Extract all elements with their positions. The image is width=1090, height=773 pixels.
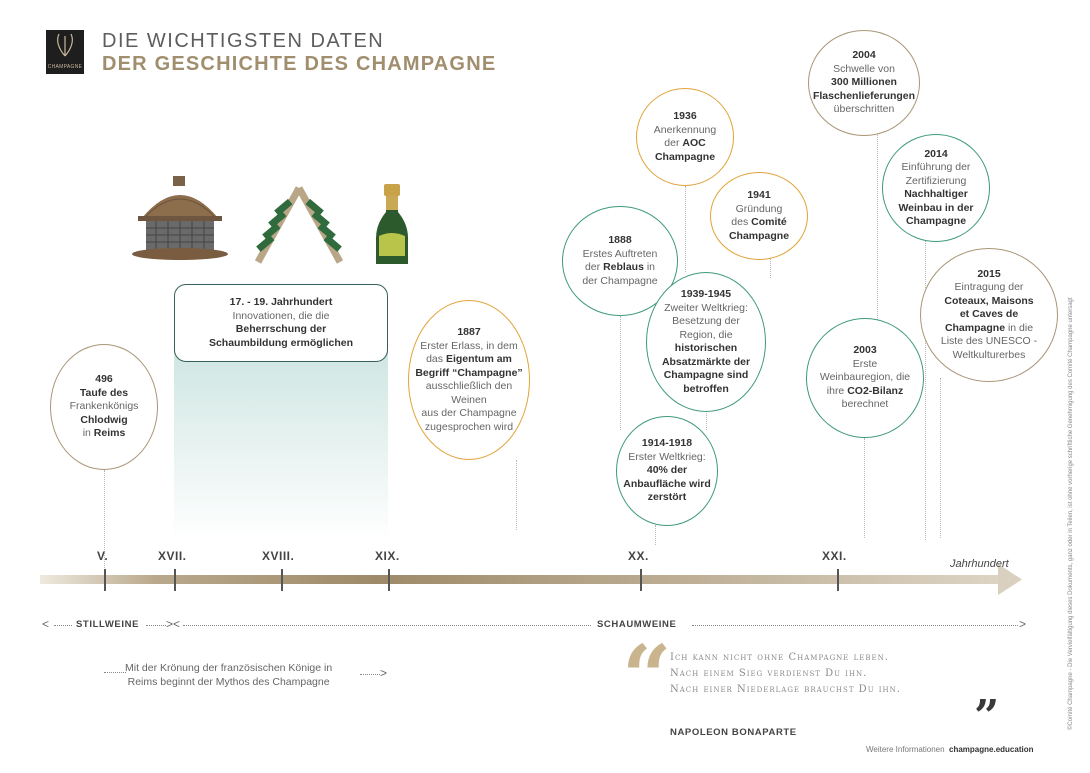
event-year: 1936 (673, 110, 697, 122)
event-text: aus der Champagne (421, 407, 517, 419)
champagne-bottle-icon (372, 182, 412, 266)
footer-link[interactable]: champagne.education (949, 745, 1034, 754)
quote-open-icon: “ (622, 627, 672, 728)
riddling-rack-icon (244, 182, 354, 264)
connector-1887 (516, 460, 517, 530)
connector-1939 (706, 410, 707, 430)
page-title-line2: DER GESCHICHTE DES CHAMPAGNE (102, 53, 497, 75)
event-text: AOC (682, 137, 706, 149)
event-text: et Caves de (959, 308, 1019, 321)
event-text: überschritten (833, 103, 895, 116)
page-title-line1: DIE WICHTIGSTEN DATEN (102, 30, 385, 52)
event-text: Flaschenlieferungen (812, 89, 916, 102)
event-text: das (426, 353, 444, 365)
event-text: betroffen (683, 382, 729, 395)
event-year: 1914-1918 (641, 437, 693, 450)
event-text: CO2-Bilanz (847, 384, 904, 397)
event-box-17-19-century (174, 284, 388, 362)
connector-2004 (877, 130, 878, 320)
footer-prefix: Weitere Informationen (866, 745, 945, 754)
period-sparkling-wines: SCHAUMWEINE (597, 619, 677, 630)
connector-1941 (770, 258, 771, 278)
event-text: Schaumbildung ermöglichen (208, 336, 354, 349)
note-line (360, 674, 380, 675)
event-text: Einführung der (901, 161, 971, 173)
timeline-axis (40, 560, 1045, 600)
connector-2015 (940, 378, 941, 538)
event-circle-1941 (710, 172, 808, 260)
note-line (104, 672, 126, 673)
event-circle-1914 (616, 416, 718, 526)
connector-1936 (685, 186, 686, 272)
event-text: Region, die (679, 328, 733, 341)
period-separator-icon: >< (166, 617, 181, 631)
event-circle-1887 (408, 300, 530, 460)
event-year: 17. - 19. Jahrhundert (229, 296, 333, 308)
event-year: 2014 (924, 147, 948, 160)
century-label-xvii: XVII. (158, 549, 187, 563)
event-circle-2004 (808, 30, 920, 136)
event-text: Anerkennung (653, 123, 717, 136)
event-text: ausschließlich den Weinen (425, 380, 513, 406)
event-text: Nachhaltiger (904, 188, 968, 200)
period-line (146, 625, 166, 626)
event-circle-2003 (806, 318, 924, 438)
event-text: Anbaufläche wird (623, 477, 711, 490)
event-text: Erster Erlass, in dem (420, 339, 518, 352)
tick-xx (640, 569, 642, 591)
tick-xxi (837, 569, 839, 591)
event-text: Zertifizierung (905, 174, 967, 187)
event-text: Reblaus (603, 261, 644, 273)
event-text: Comité (751, 216, 787, 228)
axis-label: Jahrhundert (950, 558, 1009, 570)
arrow-left-icon: < (42, 617, 50, 631)
event-text: Taufe des (79, 386, 129, 399)
event-circle-2014 (882, 134, 990, 242)
event-text: des (731, 216, 749, 228)
event-text: Champagne (654, 150, 716, 163)
note-arrow-icon: > (380, 666, 388, 680)
period-line (183, 625, 591, 626)
connector-1914 (655, 525, 656, 545)
tick-xviii (281, 569, 283, 591)
event-text: Absatzmärkte der (661, 355, 751, 368)
event-text: 300 Millionen (831, 76, 897, 89)
event-circle-2015 (920, 248, 1058, 382)
event-text: Liste des UNESCO - (940, 335, 1038, 348)
connector-1888 (620, 316, 621, 430)
event-circle-496 (50, 344, 158, 470)
event-text: Besetzung der (672, 315, 740, 327)
event-text: Gründung (735, 202, 783, 215)
event-text: Zweiter Weltkrieg: (664, 301, 748, 314)
arrow-right-icon: > (1019, 617, 1027, 631)
event-text: der (584, 261, 601, 273)
quote-line: Ich kann nicht ohne Champagne leben. (670, 652, 889, 663)
period-line (692, 625, 1018, 626)
event-text: Champagne (728, 229, 790, 242)
event-text: Weltkulturerbes (952, 348, 1026, 361)
century-label-xviii: XVIII. (262, 549, 295, 563)
event-text: der (664, 137, 680, 149)
tick-xvii (174, 569, 176, 591)
event-text: in (82, 427, 91, 440)
period-line (54, 625, 72, 626)
copyright-notice: ©Comité Champagne - Die Vervielfältigung dieses Dokuments, ganz oder in Teilen, ist ohne vorherige schriftliche Genehmigung des Comité Champagne untersagt (1068, 297, 1074, 730)
tick-xix (388, 569, 390, 591)
quote-author: NAPOLEON BONAPARTE (670, 727, 797, 738)
event-year: 1939-1945 (680, 288, 732, 300)
event-text: in die (1007, 321, 1034, 334)
event-text: zugesprochen wird (424, 420, 514, 433)
coronation-note (125, 661, 332, 689)
event-circle-1939 (646, 272, 766, 412)
quote-line: Nach einem Sieg verdienst Du ihn. (670, 668, 868, 679)
event-text: Innovationen, die die (232, 309, 330, 322)
event-year: 1888 (608, 234, 632, 246)
event-text: Chlodwig (80, 413, 128, 426)
connector-2003 (864, 438, 865, 538)
event-text: ihre (826, 384, 845, 397)
century-label-xxi: XXI. (822, 549, 847, 563)
event-text: 40% der (646, 464, 688, 477)
event-text: zerstört (647, 491, 687, 504)
footer (866, 745, 1033, 754)
event-text: der Champagne (582, 274, 658, 287)
napoleon-quote (670, 650, 901, 698)
event-text: Begriff “Champagne” (415, 366, 523, 379)
event-text: Weinbauregion, die (819, 371, 911, 384)
quote-close-icon: ” (974, 691, 1000, 742)
event-text: Frankenkönigs (69, 400, 139, 413)
innovation-period-gradient (174, 350, 388, 540)
event-text: Schwelle von (833, 62, 895, 75)
event-year: 2015 (977, 267, 1001, 280)
quote-line: Nach einer Niederlage brauchst Du ihn. (670, 684, 901, 695)
century-label-xix: XIX. (375, 549, 400, 563)
period-still-wines: STILLWEINE (76, 619, 139, 630)
event-text: Eintragung der (954, 281, 1024, 294)
press-icon (130, 172, 230, 264)
event-year: 496 (95, 373, 113, 386)
event-year: 1887 (457, 326, 481, 338)
event-text: Weinbau in der (898, 201, 974, 214)
event-text: Coteaux, Maisons (944, 294, 1034, 307)
event-circle-1936 (636, 88, 734, 186)
note-text: Reims beginnt der Mythos des Champagne (127, 676, 330, 688)
event-text: in (646, 261, 656, 273)
event-year: 2003 (853, 344, 877, 357)
event-text: historischen (674, 342, 738, 354)
event-text: Champagne (944, 321, 1006, 334)
event-text: Erste (852, 357, 878, 370)
event-text: Champagne sind (663, 369, 749, 381)
event-year: 1941 (747, 189, 771, 201)
event-text: Reims (93, 427, 126, 440)
century-label-v: V. (97, 549, 109, 563)
event-text: Champagne (905, 215, 967, 227)
logo-text: CHAMPAGNE (47, 64, 83, 70)
event-text: Beherrschung der (235, 323, 327, 335)
event-text: Eigentum am (445, 353, 512, 365)
event-text: Erster Weltkrieg: (628, 450, 706, 463)
tick-v (104, 569, 106, 591)
event-text: Erstes Auftreten (582, 247, 658, 260)
event-text: berechnet (841, 398, 889, 411)
note-text: Mit der Krönung der französischen Könige in (125, 662, 333, 674)
event-year: 2004 (852, 49, 876, 62)
century-label-xx: XX. (628, 549, 649, 563)
